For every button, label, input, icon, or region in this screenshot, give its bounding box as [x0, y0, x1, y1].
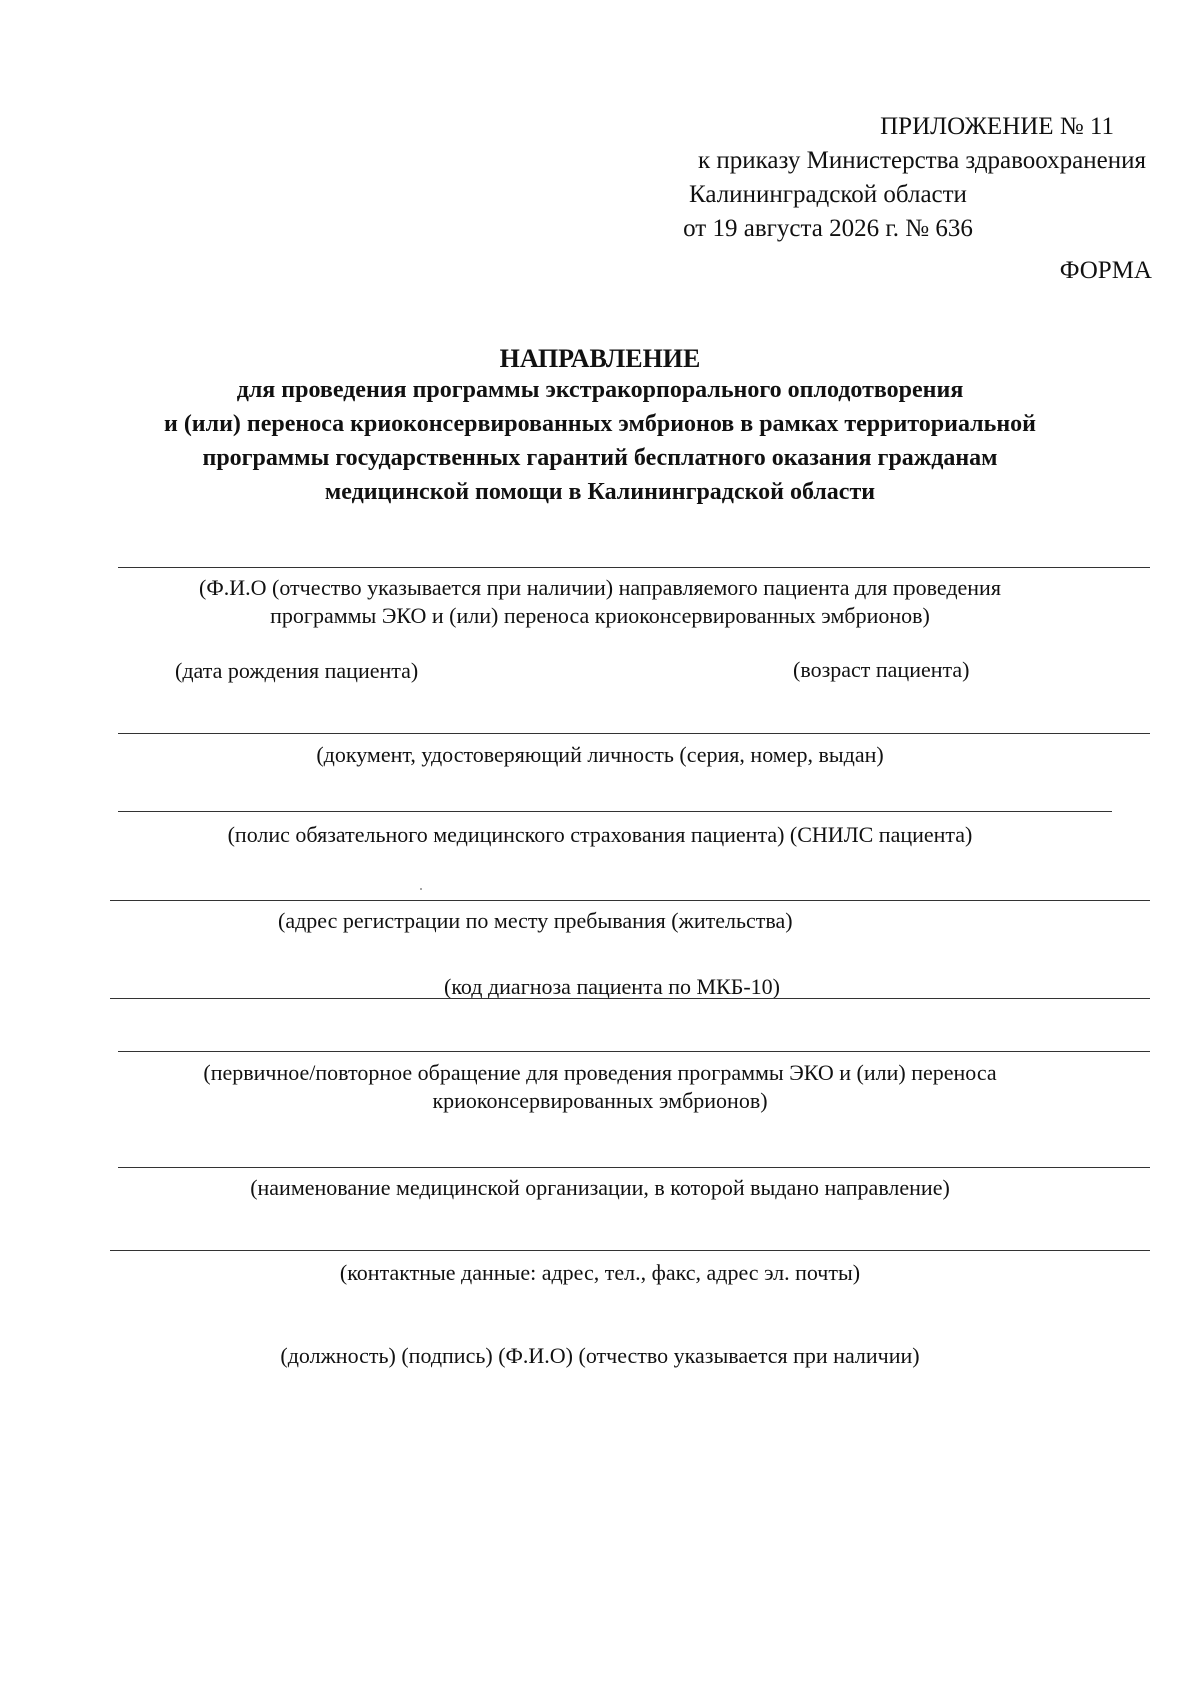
- document-line: [118, 733, 1150, 734]
- icd-code-line: [110, 998, 1150, 999]
- appeal-caption-1: (первичное/повторное обращение для проведения программы ЭКО и (или) переноса: [203, 1060, 997, 1085]
- birth-date-caption: (дата рождения пациента): [175, 658, 419, 683]
- fio-caption-1: (Ф.И.О (отчество указывается при наличии) направляемого пациента для проведения: [199, 575, 1001, 600]
- form-label: ФОРМА: [1059, 257, 1152, 284]
- oms-snils-line: [118, 811, 1112, 812]
- icd-code-caption: (код диагноза пациента по МКБ-10): [444, 974, 781, 999]
- oms-snils-caption: (полис обязательного медицинского страхования пациента) (СНИЛС пациента): [227, 822, 973, 847]
- contacts-line: [110, 1250, 1150, 1251]
- order-date-line: от 19 августа 2026 г. № 636: [683, 215, 973, 242]
- signature-caption: (должность) (подпись) (Ф.И.О) (отчество указывается при наличии): [280, 1343, 920, 1368]
- fio-caption-2: программы ЭКО и (или) переноса криоконсервированных эмбрионов): [270, 603, 930, 628]
- age-caption: (возраст пациента): [793, 657, 970, 682]
- subtitle-line-4: медицинской помощи в Калининградской области: [324, 479, 876, 505]
- appendix-number: ПРИЛОЖЕНИЕ № 11: [880, 113, 1114, 140]
- order-region-line: Калининградской области: [689, 181, 967, 208]
- subtitle-line-2: и (или) переноса криоконсервированных эмбрионов в рамках территориальной: [163, 411, 1036, 437]
- scan-speck: [420, 888, 422, 890]
- address-caption: (адрес регистрации по месту пребывания (жительства): [278, 908, 793, 933]
- appeal-caption-2: криоконсервированных эмбрионов): [432, 1088, 768, 1113]
- contacts-caption: (контактные данные: адрес, тел., факс, адрес эл. почты): [339, 1260, 861, 1285]
- fio-line: [118, 567, 1150, 568]
- address-line: [110, 900, 1150, 901]
- order-ministry-line: к приказу Министерства здравоохранения: [697, 147, 1146, 174]
- subtitle-line-1: для проведения программы экстракорпорального оплодотворения: [236, 377, 964, 403]
- document-title: НАПРАВЛЕНИЕ: [499, 344, 701, 373]
- appeal-line: [118, 1051, 1150, 1052]
- organization-line: [118, 1167, 1150, 1168]
- organization-caption: (наименование медицинской организации, в которой выдано направление): [250, 1175, 950, 1200]
- subtitle-line-3: программы государственных гарантий бесплатного оказания гражданам: [202, 445, 998, 471]
- document-caption: (документ, удостоверяющий личность (серия, номер, выдан): [316, 742, 884, 767]
